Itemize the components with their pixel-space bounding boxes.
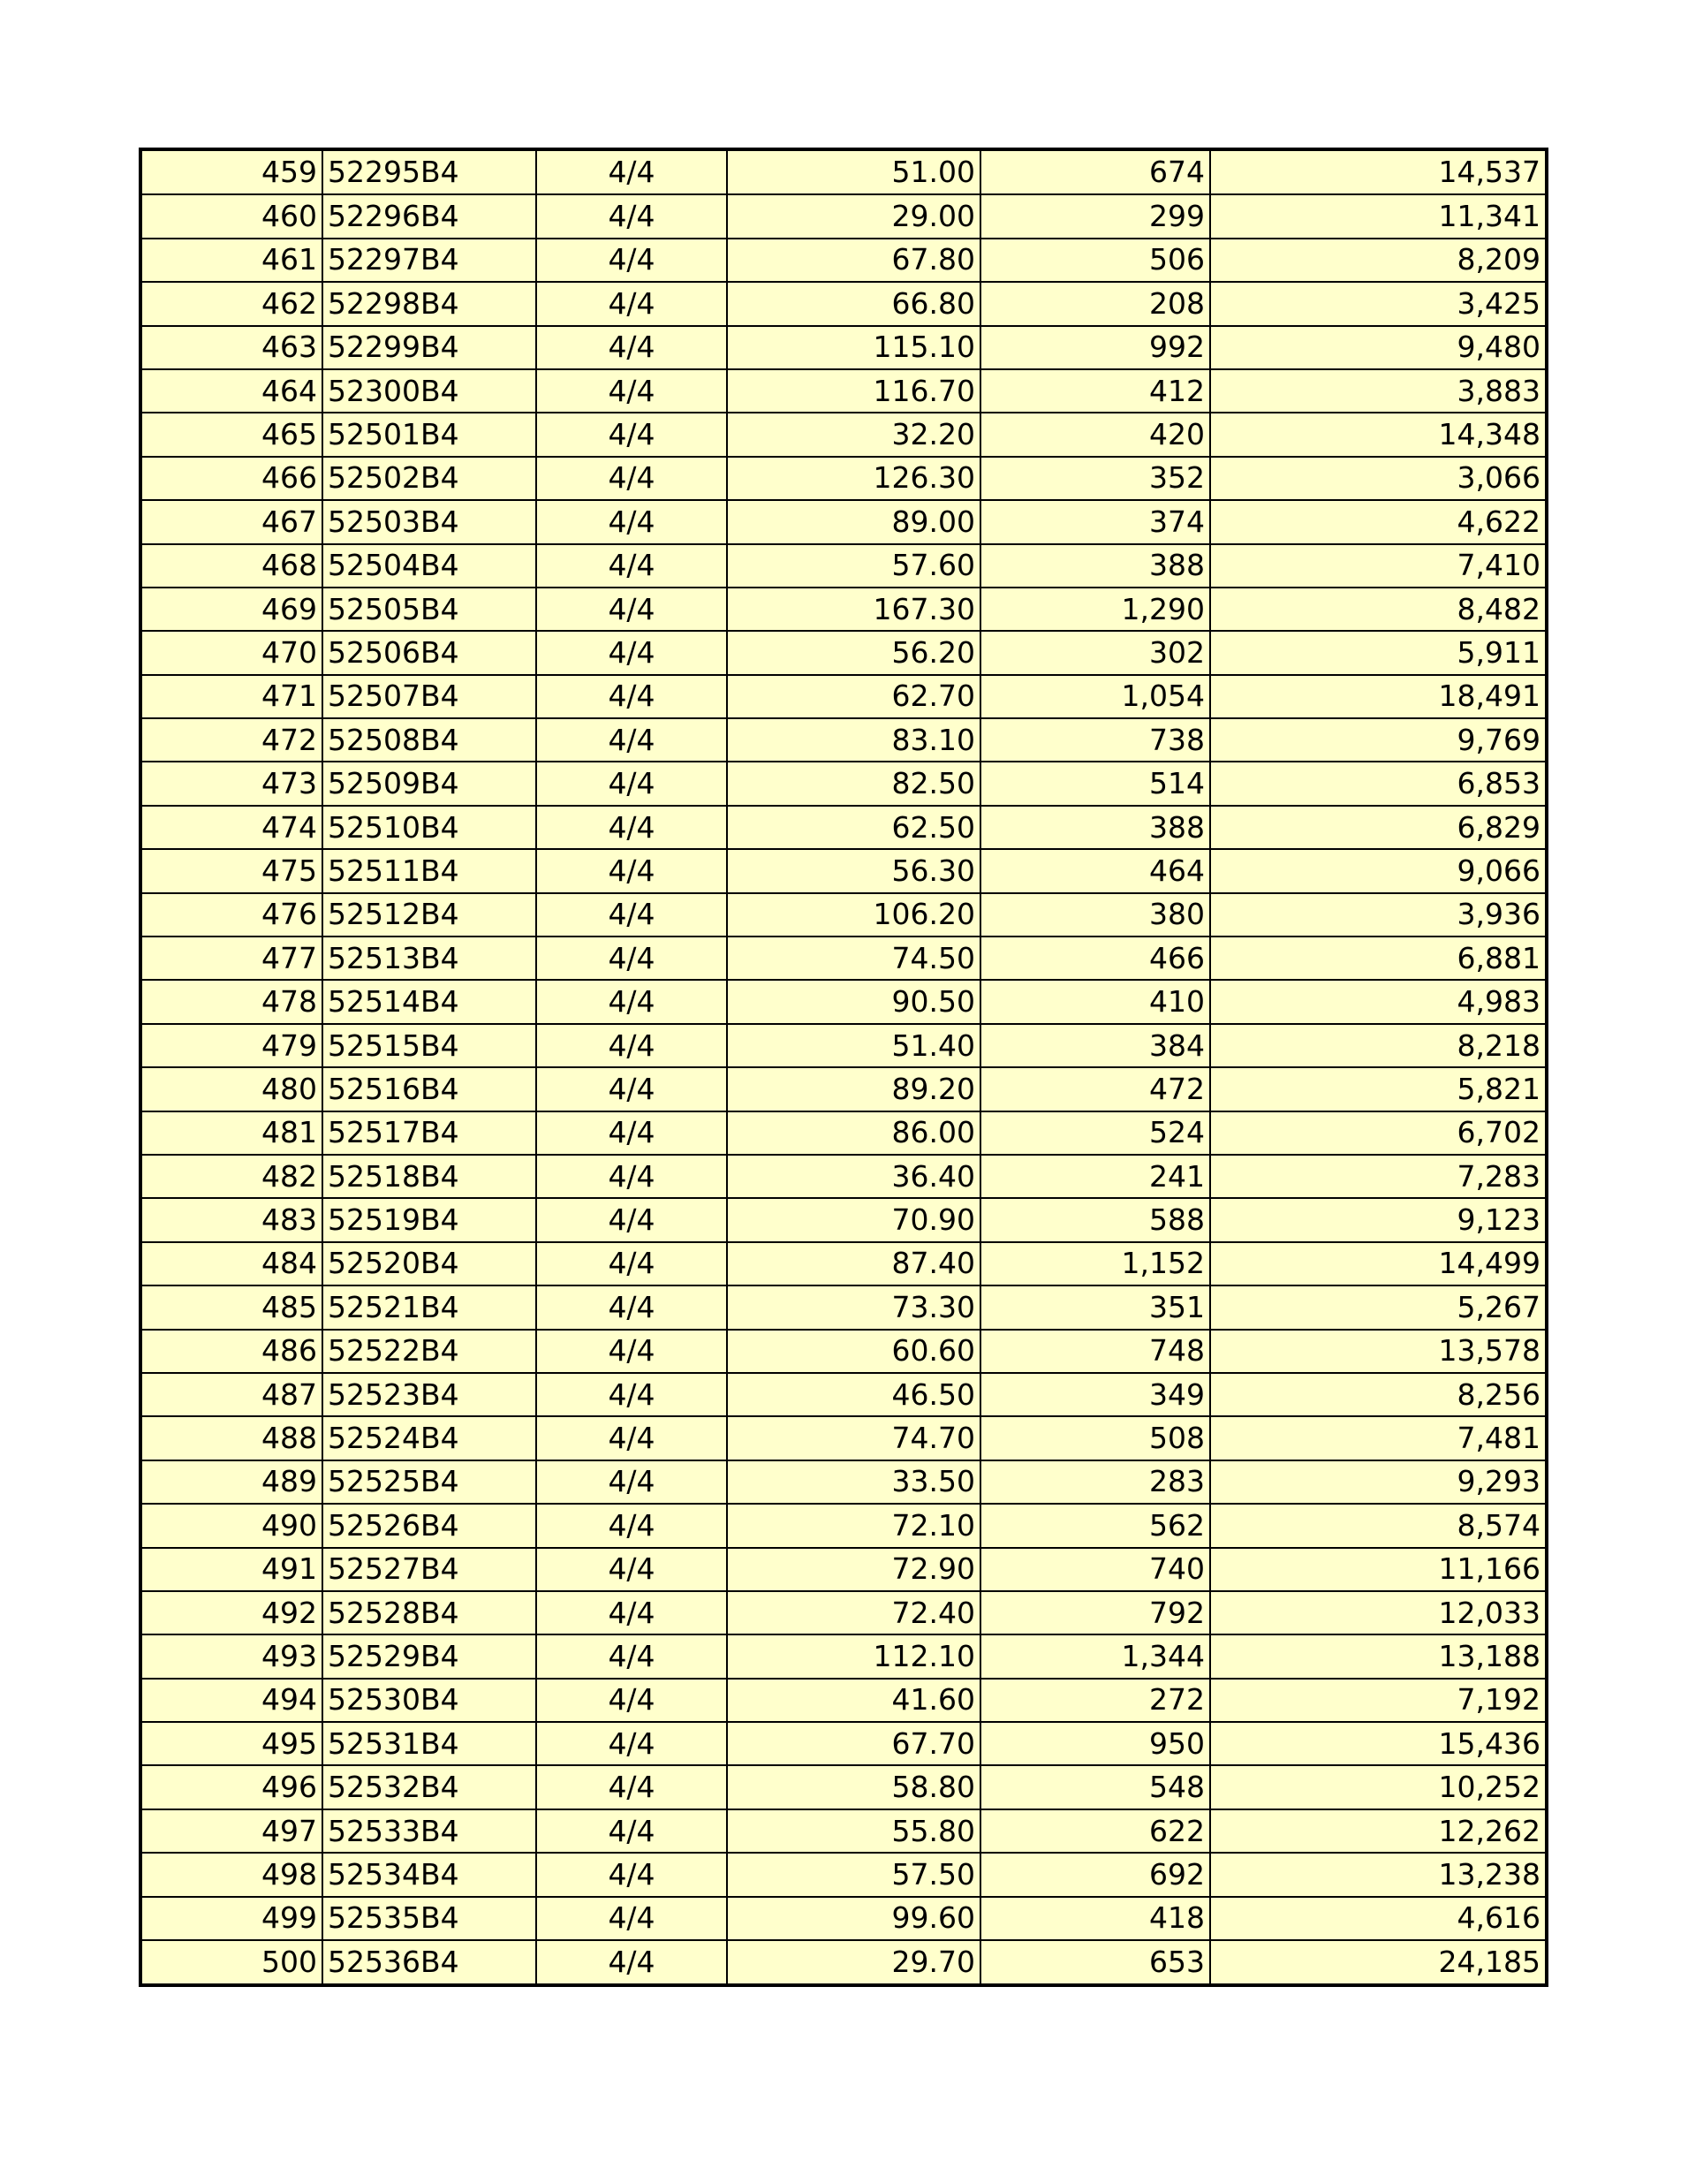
row-number-cell: 474 [142, 806, 322, 849]
count-value-cell: 792 [980, 1591, 1210, 1634]
ratio-cell: 4/4 [536, 1634, 727, 1678]
total-value-cell: 3,066 [1210, 457, 1545, 500]
decimal-value-cell: 82.50 [727, 762, 980, 805]
table-row [142, 282, 1545, 325]
ratio-cell: 4/4 [536, 980, 727, 1023]
count-value-cell: 738 [980, 718, 1210, 762]
table-row [142, 413, 1545, 456]
ratio-cell: 4/4 [536, 239, 727, 282]
table-row [142, 1765, 1545, 1809]
item-code-cell: 52514B4 [322, 980, 536, 1023]
decimal-value-cell: 46.50 [727, 1373, 980, 1416]
table-row [142, 1198, 1545, 1241]
data-table-sheet [139, 148, 1548, 1987]
item-code-cell: 52295B4 [322, 151, 536, 194]
total-value-cell: 8,574 [1210, 1504, 1545, 1547]
ratio-cell: 4/4 [536, 326, 727, 369]
ratio-cell: 4/4 [536, 1809, 727, 1853]
item-code-cell: 52517B4 [322, 1111, 536, 1155]
count-value-cell: 208 [980, 282, 1210, 325]
ratio-cell: 4/4 [536, 282, 727, 325]
decimal-value-cell: 66.80 [727, 282, 980, 325]
table-row [142, 675, 1545, 718]
decimal-value-cell: 70.90 [727, 1198, 980, 1241]
table-row [142, 849, 1545, 892]
row-number-cell: 470 [142, 631, 322, 674]
row-number-cell: 463 [142, 326, 322, 369]
ratio-cell: 4/4 [536, 1765, 727, 1809]
count-value-cell: 674 [980, 151, 1210, 194]
item-code-cell: 52522B4 [322, 1330, 536, 1373]
table-row [142, 1679, 1545, 1722]
count-value-cell: 418 [980, 1897, 1210, 1940]
ratio-cell: 4/4 [536, 194, 727, 238]
table-row [142, 1460, 1545, 1504]
count-value-cell: 992 [980, 326, 1210, 369]
ratio-cell: 4/4 [536, 762, 727, 805]
row-number-cell: 492 [142, 1591, 322, 1634]
ratio-cell: 4/4 [536, 1940, 727, 1983]
total-value-cell: 5,911 [1210, 631, 1545, 674]
row-number-cell: 480 [142, 1067, 322, 1111]
total-value-cell: 13,188 [1210, 1634, 1545, 1678]
decimal-value-cell: 56.30 [727, 849, 980, 892]
count-value-cell: 384 [980, 1024, 1210, 1067]
item-code-cell: 52525B4 [322, 1460, 536, 1504]
total-value-cell: 7,192 [1210, 1679, 1545, 1722]
table-row [142, 980, 1545, 1023]
decimal-value-cell: 106.20 [727, 893, 980, 937]
ratio-cell: 4/4 [536, 1591, 727, 1634]
total-value-cell: 7,410 [1210, 544, 1545, 588]
decimal-value-cell: 56.20 [727, 631, 980, 674]
decimal-value-cell: 36.40 [727, 1155, 980, 1198]
decimal-value-cell: 58.80 [727, 1765, 980, 1809]
count-value-cell: 950 [980, 1722, 1210, 1765]
item-code-cell: 52508B4 [322, 718, 536, 762]
row-number-cell: 489 [142, 1460, 322, 1504]
item-code-cell: 52520B4 [322, 1242, 536, 1285]
count-value-cell: 548 [980, 1765, 1210, 1809]
ratio-cell: 4/4 [536, 544, 727, 588]
ratio-cell: 4/4 [536, 1111, 727, 1155]
table-row [142, 1634, 1545, 1678]
row-number-cell: 479 [142, 1024, 322, 1067]
ratio-cell: 4/4 [536, 1024, 727, 1067]
ratio-cell: 4/4 [536, 675, 727, 718]
decimal-value-cell: 33.50 [727, 1460, 980, 1504]
total-value-cell: 3,425 [1210, 282, 1545, 325]
decimal-value-cell: 57.50 [727, 1853, 980, 1896]
item-code-cell: 52533B4 [322, 1809, 536, 1853]
count-value-cell: 1,344 [980, 1634, 1210, 1678]
item-code-cell: 52505B4 [322, 588, 536, 631]
ratio-cell: 4/4 [536, 1373, 727, 1416]
decimal-value-cell: 57.60 [727, 544, 980, 588]
total-value-cell: 6,853 [1210, 762, 1545, 805]
item-code-cell: 52300B4 [322, 369, 536, 413]
row-number-cell: 487 [142, 1373, 322, 1416]
count-value-cell: 506 [980, 239, 1210, 282]
item-code-cell: 52536B4 [322, 1940, 536, 1983]
item-code-cell: 52519B4 [322, 1198, 536, 1241]
item-code-cell: 52504B4 [322, 544, 536, 588]
decimal-value-cell: 55.80 [727, 1809, 980, 1853]
item-code-cell: 52512B4 [322, 893, 536, 937]
count-value-cell: 472 [980, 1067, 1210, 1111]
row-number-cell: 465 [142, 413, 322, 456]
total-value-cell: 15,436 [1210, 1722, 1545, 1765]
count-value-cell: 588 [980, 1198, 1210, 1241]
total-value-cell: 6,881 [1210, 937, 1545, 980]
count-value-cell: 748 [980, 1330, 1210, 1373]
total-value-cell: 5,267 [1210, 1285, 1545, 1329]
item-code-cell: 52529B4 [322, 1634, 536, 1678]
table-row [142, 1809, 1545, 1853]
row-number-cell: 461 [142, 239, 322, 282]
row-number-cell: 472 [142, 718, 322, 762]
item-code-cell: 52515B4 [322, 1024, 536, 1067]
decimal-value-cell: 87.40 [727, 1242, 980, 1285]
row-number-cell: 460 [142, 194, 322, 238]
row-number-cell: 496 [142, 1765, 322, 1809]
ratio-cell: 4/4 [536, 588, 727, 631]
count-value-cell: 692 [980, 1853, 1210, 1896]
count-value-cell: 466 [980, 937, 1210, 980]
table-row [142, 500, 1545, 543]
count-value-cell: 740 [980, 1548, 1210, 1591]
item-code-cell: 52507B4 [322, 675, 536, 718]
row-number-cell: 481 [142, 1111, 322, 1155]
item-code-cell: 52299B4 [322, 326, 536, 369]
count-value-cell: 352 [980, 457, 1210, 500]
decimal-value-cell: 74.50 [727, 937, 980, 980]
table-row [142, 937, 1545, 980]
row-number-cell: 490 [142, 1504, 322, 1547]
row-number-cell: 482 [142, 1155, 322, 1198]
item-code-cell: 52296B4 [322, 194, 536, 238]
row-number-cell: 466 [142, 457, 322, 500]
total-value-cell: 7,283 [1210, 1155, 1545, 1198]
ratio-cell: 4/4 [536, 1504, 727, 1547]
table-row [142, 1155, 1545, 1198]
table-row [142, 762, 1545, 805]
decimal-value-cell: 89.00 [727, 500, 980, 543]
total-value-cell: 8,482 [1210, 588, 1545, 631]
count-value-cell: 1,290 [980, 588, 1210, 631]
total-value-cell: 13,238 [1210, 1853, 1545, 1896]
table-row [142, 1504, 1545, 1547]
decimal-value-cell: 29.70 [727, 1940, 980, 1983]
table-row [142, 1242, 1545, 1285]
count-value-cell: 299 [980, 194, 1210, 238]
table-row [142, 1373, 1545, 1416]
count-value-cell: 283 [980, 1460, 1210, 1504]
total-value-cell: 9,293 [1210, 1460, 1545, 1504]
row-number-cell: 459 [142, 151, 322, 194]
table-row [142, 151, 1545, 194]
decimal-value-cell: 116.70 [727, 369, 980, 413]
total-value-cell: 11,166 [1210, 1548, 1545, 1591]
row-number-cell: 483 [142, 1198, 322, 1241]
count-value-cell: 420 [980, 413, 1210, 456]
decimal-value-cell: 167.30 [727, 588, 980, 631]
row-number-cell: 488 [142, 1416, 322, 1460]
item-code-cell: 52527B4 [322, 1548, 536, 1591]
item-code-cell: 52523B4 [322, 1373, 536, 1416]
item-code-cell: 52503B4 [322, 500, 536, 543]
row-number-cell: 493 [142, 1634, 322, 1678]
table-row [142, 1548, 1545, 1591]
ratio-cell: 4/4 [536, 457, 727, 500]
decimal-value-cell: 51.00 [727, 151, 980, 194]
item-code-cell: 52518B4 [322, 1155, 536, 1198]
table-row [142, 588, 1545, 631]
ratio-cell: 4/4 [536, 1155, 727, 1198]
total-value-cell: 3,883 [1210, 369, 1545, 413]
item-code-cell: 52513B4 [322, 937, 536, 980]
total-value-cell: 4,616 [1210, 1897, 1545, 1940]
item-code-cell: 52502B4 [322, 457, 536, 500]
total-value-cell: 14,537 [1210, 151, 1545, 194]
count-value-cell: 388 [980, 544, 1210, 588]
total-value-cell: 9,480 [1210, 326, 1545, 369]
table-row [142, 806, 1545, 849]
ratio-cell: 4/4 [536, 413, 727, 456]
count-value-cell: 388 [980, 806, 1210, 849]
row-number-cell: 462 [142, 282, 322, 325]
item-code-cell: 52511B4 [322, 849, 536, 892]
item-code-cell: 52516B4 [322, 1067, 536, 1111]
item-code-cell: 52534B4 [322, 1853, 536, 1896]
total-value-cell: 14,499 [1210, 1242, 1545, 1285]
decimal-value-cell: 51.40 [727, 1024, 980, 1067]
item-code-cell: 52298B4 [322, 282, 536, 325]
decimal-value-cell: 90.50 [727, 980, 980, 1023]
total-value-cell: 8,256 [1210, 1373, 1545, 1416]
decimal-value-cell: 67.80 [727, 239, 980, 282]
row-number-cell: 500 [142, 1940, 322, 1983]
ratio-cell: 4/4 [536, 1853, 727, 1896]
row-number-cell: 468 [142, 544, 322, 588]
row-number-cell: 497 [142, 1809, 322, 1853]
row-number-cell: 476 [142, 893, 322, 937]
decimal-value-cell: 29.00 [727, 194, 980, 238]
count-value-cell: 374 [980, 500, 1210, 543]
row-number-cell: 494 [142, 1679, 322, 1722]
table-row [142, 544, 1545, 588]
total-value-cell: 7,481 [1210, 1416, 1545, 1460]
item-code-cell: 52532B4 [322, 1765, 536, 1809]
table-row [142, 1722, 1545, 1765]
ratio-cell: 4/4 [536, 500, 727, 543]
ratio-cell: 4/4 [536, 151, 727, 194]
count-value-cell: 412 [980, 369, 1210, 413]
total-value-cell: 6,829 [1210, 806, 1545, 849]
table-row [142, 1067, 1545, 1111]
item-code-cell: 52501B4 [322, 413, 536, 456]
ratio-cell: 4/4 [536, 1330, 727, 1373]
table-row [142, 194, 1545, 238]
item-code-cell: 52526B4 [322, 1504, 536, 1547]
item-code-cell: 52530B4 [322, 1679, 536, 1722]
table-row [142, 1285, 1545, 1329]
total-value-cell: 14,348 [1210, 413, 1545, 456]
item-code-cell: 52528B4 [322, 1591, 536, 1634]
count-value-cell: 653 [980, 1940, 1210, 1983]
decimal-value-cell: 73.30 [727, 1285, 980, 1329]
table-body [142, 151, 1545, 1983]
table-row [142, 1591, 1545, 1634]
total-value-cell: 12,262 [1210, 1809, 1545, 1853]
total-value-cell: 9,066 [1210, 849, 1545, 892]
decimal-value-cell: 115.10 [727, 326, 980, 369]
ratio-cell: 4/4 [536, 1548, 727, 1591]
item-code-cell: 52531B4 [322, 1722, 536, 1765]
total-value-cell: 8,209 [1210, 239, 1545, 282]
row-number-cell: 464 [142, 369, 322, 413]
item-code-cell: 52506B4 [322, 631, 536, 674]
data-table [142, 151, 1545, 1983]
count-value-cell: 508 [980, 1416, 1210, 1460]
ratio-cell: 4/4 [536, 806, 727, 849]
decimal-value-cell: 60.60 [727, 1330, 980, 1373]
total-value-cell: 18,491 [1210, 675, 1545, 718]
decimal-value-cell: 72.40 [727, 1591, 980, 1634]
count-value-cell: 241 [980, 1155, 1210, 1198]
table-row [142, 1897, 1545, 1940]
row-number-cell: 495 [142, 1722, 322, 1765]
total-value-cell: 13,578 [1210, 1330, 1545, 1373]
table-row [142, 369, 1545, 413]
count-value-cell: 272 [980, 1679, 1210, 1722]
table-row [142, 1024, 1545, 1067]
ratio-cell: 4/4 [536, 1198, 727, 1241]
ratio-cell: 4/4 [536, 369, 727, 413]
ratio-cell: 4/4 [536, 1897, 727, 1940]
table-row [142, 457, 1545, 500]
row-number-cell: 499 [142, 1897, 322, 1940]
total-value-cell: 24,185 [1210, 1940, 1545, 1983]
decimal-value-cell: 62.70 [727, 675, 980, 718]
count-value-cell: 380 [980, 893, 1210, 937]
row-number-cell: 475 [142, 849, 322, 892]
row-number-cell: 477 [142, 937, 322, 980]
count-value-cell: 302 [980, 631, 1210, 674]
ratio-cell: 4/4 [536, 1242, 727, 1285]
total-value-cell: 12,033 [1210, 1591, 1545, 1634]
ratio-cell: 4/4 [536, 849, 727, 892]
ratio-cell: 4/4 [536, 1285, 727, 1329]
decimal-value-cell: 62.50 [727, 806, 980, 849]
row-number-cell: 491 [142, 1548, 322, 1591]
count-value-cell: 351 [980, 1285, 1210, 1329]
ratio-cell: 4/4 [536, 893, 727, 937]
table-row [142, 1940, 1545, 1983]
table-row [142, 326, 1545, 369]
total-value-cell: 5,821 [1210, 1067, 1545, 1111]
total-value-cell: 8,218 [1210, 1024, 1545, 1067]
table-row [142, 893, 1545, 937]
decimal-value-cell: 41.60 [727, 1679, 980, 1722]
total-value-cell: 4,983 [1210, 980, 1545, 1023]
item-code-cell: 52521B4 [322, 1285, 536, 1329]
total-value-cell: 4,622 [1210, 500, 1545, 543]
ratio-cell: 4/4 [536, 1722, 727, 1765]
row-number-cell: 471 [142, 675, 322, 718]
item-code-cell: 52297B4 [322, 239, 536, 282]
table-row [142, 1111, 1545, 1155]
row-number-cell: 486 [142, 1330, 322, 1373]
item-code-cell: 52524B4 [322, 1416, 536, 1460]
decimal-value-cell: 72.90 [727, 1548, 980, 1591]
row-number-cell: 467 [142, 500, 322, 543]
table-row [142, 718, 1545, 762]
decimal-value-cell: 72.10 [727, 1504, 980, 1547]
decimal-value-cell: 112.10 [727, 1634, 980, 1678]
ratio-cell: 4/4 [536, 937, 727, 980]
total-value-cell: 6,702 [1210, 1111, 1545, 1155]
ratio-cell: 4/4 [536, 1679, 727, 1722]
item-code-cell: 52509B4 [322, 762, 536, 805]
decimal-value-cell: 86.00 [727, 1111, 980, 1155]
decimal-value-cell: 126.30 [727, 457, 980, 500]
total-value-cell: 11,341 [1210, 194, 1545, 238]
decimal-value-cell: 67.70 [727, 1722, 980, 1765]
table-row [142, 1416, 1545, 1460]
count-value-cell: 464 [980, 849, 1210, 892]
row-number-cell: 473 [142, 762, 322, 805]
ratio-cell: 4/4 [536, 1067, 727, 1111]
decimal-value-cell: 32.20 [727, 413, 980, 456]
table-row [142, 631, 1545, 674]
ratio-cell: 4/4 [536, 718, 727, 762]
table-row [142, 1330, 1545, 1373]
row-number-cell: 498 [142, 1853, 322, 1896]
count-value-cell: 349 [980, 1373, 1210, 1416]
total-value-cell: 10,252 [1210, 1765, 1545, 1809]
count-value-cell: 622 [980, 1809, 1210, 1853]
item-code-cell: 52510B4 [322, 806, 536, 849]
count-value-cell: 524 [980, 1111, 1210, 1155]
total-value-cell: 9,123 [1210, 1198, 1545, 1241]
total-value-cell: 9,769 [1210, 718, 1545, 762]
row-number-cell: 485 [142, 1285, 322, 1329]
ratio-cell: 4/4 [536, 631, 727, 674]
count-value-cell: 514 [980, 762, 1210, 805]
row-number-cell: 478 [142, 980, 322, 1023]
row-number-cell: 469 [142, 588, 322, 631]
decimal-value-cell: 74.70 [727, 1416, 980, 1460]
table-row [142, 239, 1545, 282]
count-value-cell: 1,054 [980, 675, 1210, 718]
decimal-value-cell: 89.20 [727, 1067, 980, 1111]
decimal-value-cell: 99.60 [727, 1897, 980, 1940]
ratio-cell: 4/4 [536, 1416, 727, 1460]
item-code-cell: 52535B4 [322, 1897, 536, 1940]
table-row [142, 1853, 1545, 1896]
ratio-cell: 4/4 [536, 1460, 727, 1504]
decimal-value-cell: 83.10 [727, 718, 980, 762]
count-value-cell: 410 [980, 980, 1210, 1023]
total-value-cell: 3,936 [1210, 893, 1545, 937]
count-value-cell: 562 [980, 1504, 1210, 1547]
count-value-cell: 1,152 [980, 1242, 1210, 1285]
row-number-cell: 484 [142, 1242, 322, 1285]
